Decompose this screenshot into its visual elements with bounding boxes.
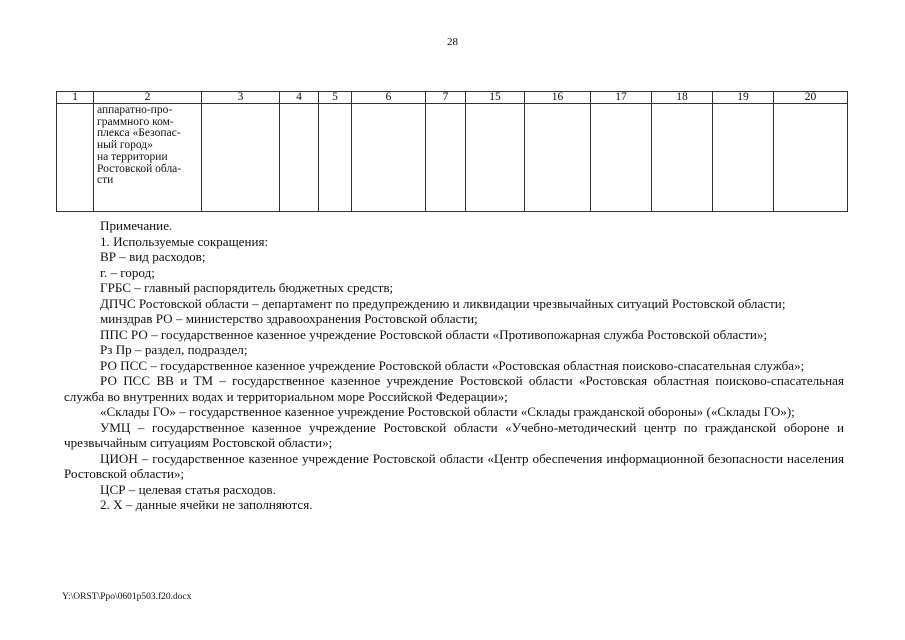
- notes-section: [64, 218, 844, 513]
- notes-heading: Примечание.: [100, 218, 173, 233]
- table-cell: [280, 104, 319, 212]
- cell-text-line: плекса «Безопас-: [97, 127, 181, 140]
- notes-item: УМЦ – государственное казенное учреждение Ростовской области «Учебно-методический центр по гражданской обороне и чрезвычайным ситуациям Ростовской области»;: [64, 419, 844, 450]
- cell-text-line: Ростовской обла-: [97, 162, 182, 175]
- notes-item: ГРБС – главный распорядитель бюджетных средств;: [100, 280, 394, 295]
- table-cell: [202, 104, 280, 212]
- column-header: 7: [426, 92, 466, 104]
- cell-text-line: на территории: [97, 150, 168, 163]
- cell-text-line: ный город»: [97, 139, 153, 152]
- column-header: 1: [57, 92, 94, 104]
- table-header-row: [57, 92, 848, 104]
- notes-item: 1. Используемые сокращения:: [100, 233, 269, 249]
- notes-item: ЦСР – целевая статья расходов.: [100, 481, 276, 497]
- column-header: 2: [94, 92, 202, 104]
- table-cell: [525, 104, 591, 212]
- notes-item: «Склады ГО» – государственное казенное учреждение Ростовской области «Склады гражданской обороны» («Склады ГО»);: [100, 404, 795, 419]
- notes-item: 2. Х – данные ячейки не заполняются.: [100, 497, 313, 512]
- table-row: [57, 104, 848, 212]
- data-table: [56, 91, 848, 212]
- table-cell: [652, 104, 713, 212]
- column-header: 17: [591, 92, 652, 104]
- table-cell: [713, 104, 774, 212]
- column-header: 6: [352, 92, 426, 104]
- table-cell: [57, 104, 94, 212]
- column-header: 4: [280, 92, 319, 104]
- table-cell: [466, 104, 525, 212]
- table-cell: [319, 104, 352, 212]
- column-header: 20: [774, 92, 848, 104]
- table-cell: [774, 104, 848, 212]
- cell-text-line: сти: [97, 174, 114, 187]
- column-header: 5: [319, 92, 352, 104]
- column-header: 15: [466, 92, 525, 104]
- notes-item: Рз Пр – раздел, подраздел;: [100, 342, 248, 357]
- notes-item: ДПЧС Ростовской области – департамент по предупреждению и ликвидации чрезвычайных ситуаций Ростовской области;: [100, 295, 786, 311]
- notes-item: минздрав РО – министерство здравоохранения Ростовской области;: [100, 311, 478, 326]
- column-header: 19: [713, 92, 774, 104]
- notes-item: ВР – вид расходов;: [100, 249, 206, 264]
- column-header: 18: [652, 92, 713, 104]
- notes-item: ЦИОН – государственное казенное учреждение Ростовской области «Центр обеспечения информационной безопасности населения Ростовской области»;: [64, 450, 844, 481]
- table-cell: [591, 104, 652, 212]
- notes-item: РО ПСС ВВ и ТМ – государственное казенное учреждение Ростовской области «Ростовская областная поисково-спасательная служба во внутренних водах и территориальном море Российской Федерации»;: [64, 373, 844, 404]
- table-cell: [352, 104, 426, 212]
- cell-text-line: граммного ком-: [97, 115, 174, 128]
- table-cell-description: [94, 104, 202, 212]
- column-header: 3: [202, 92, 280, 104]
- notes-item: г. – город;: [100, 264, 155, 280]
- page-number: 28: [447, 36, 458, 48]
- notes-item: ППС РО – государственное казенное учреждение Ростовской области «Противопожарная служба Ростовской области»;: [100, 326, 768, 342]
- cell-text-line: аппаратно-про-: [97, 104, 173, 116]
- table-cell: [426, 104, 466, 212]
- footer-file-path: Y:\ORST\Ppo\0601p503.f20.docx: [62, 592, 192, 602]
- notes-item: РО ПСС – государственное казенное учреждение Ростовской области «Ростовская областная поисково-спасательная служба»;: [100, 357, 805, 373]
- column-header: 16: [525, 92, 591, 104]
